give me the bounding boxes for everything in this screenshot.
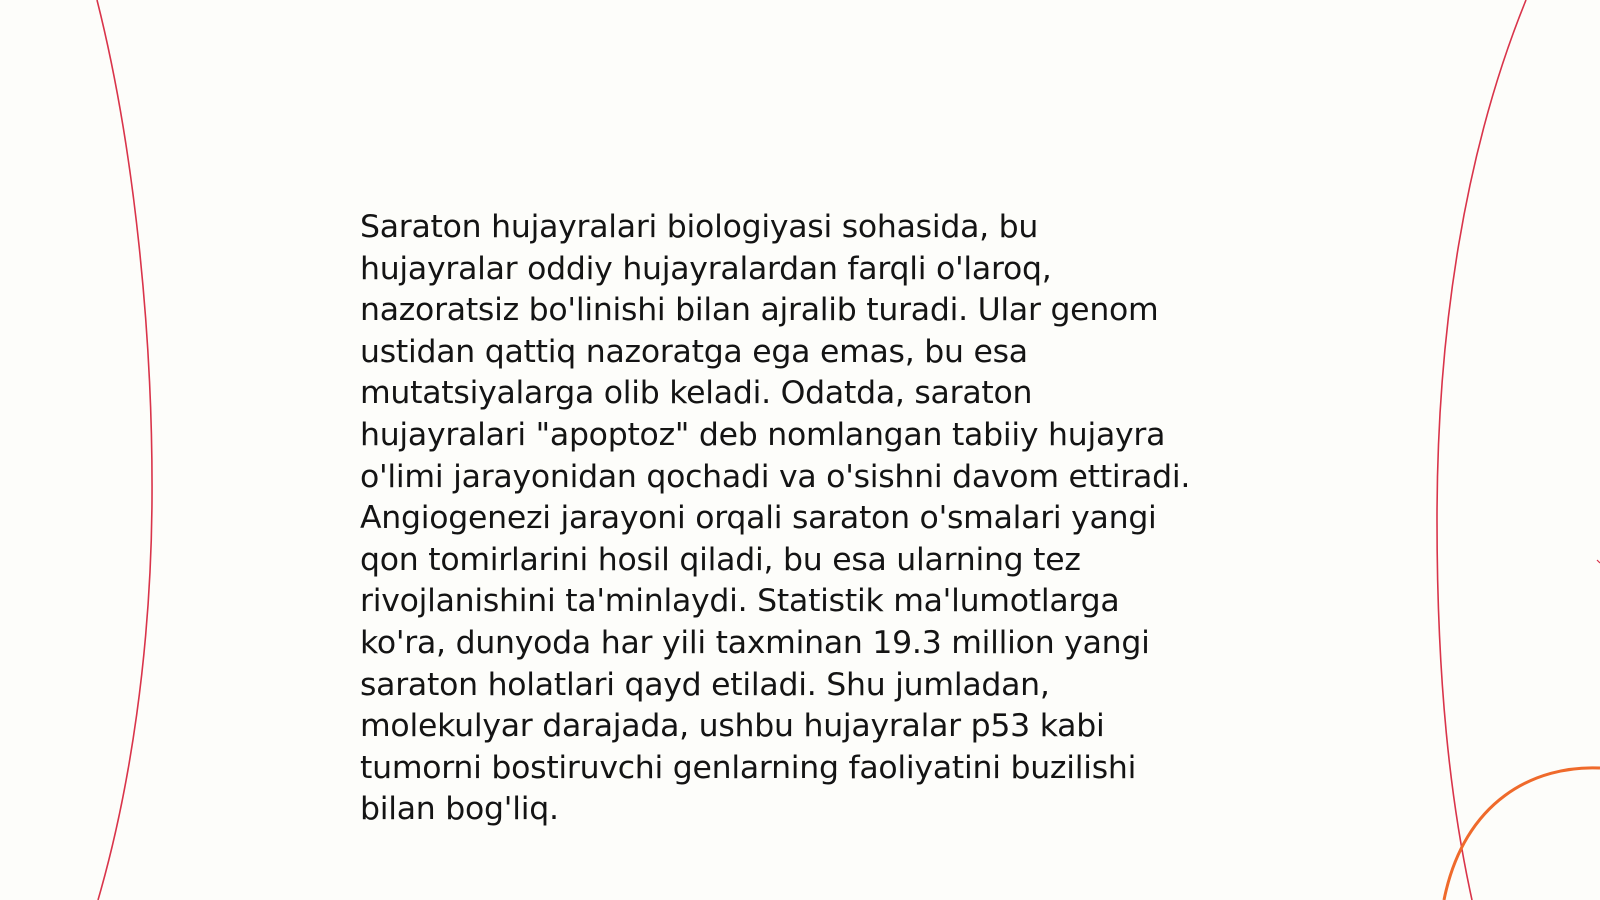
left-curve xyxy=(97,0,152,900)
right-curve xyxy=(1437,0,1526,900)
body-text: Saraton hujayralari biologiyasi sohasida, bu hujayralar oddiy hujayralardan farqli o'laroq, nazoratsiz bo'linishi bilan ajralib turadi. Ular genom ustidan qattiq nazoratga ega emas, bu esa mutatsiyalarga olib keladi. Odatda, saraton hujayralari "apoptoz" deb nomlangan tabiiy hujayra o'limi jarayonidan qochadi va o'sishni davom ettiradi. Angiogenezi jarayoni orqali saraton o'smalari yangi qon tomirlarini hosil qiladi, bu esa ularning tez rivojlanishini ta'minlaydi. Statistik ma'lumotlarga ko'ra, dunyoda har yili taxminan 19.3 million yangi saraton holatlari qayd etiladi. Shu jumladan, molekulyar darajada, ushbu hujayralar p53 kabi tumorni bostiruvchi genlarning faoliyatini buzilishi bilan bog'liq. xyxy=(360,209,1191,828)
